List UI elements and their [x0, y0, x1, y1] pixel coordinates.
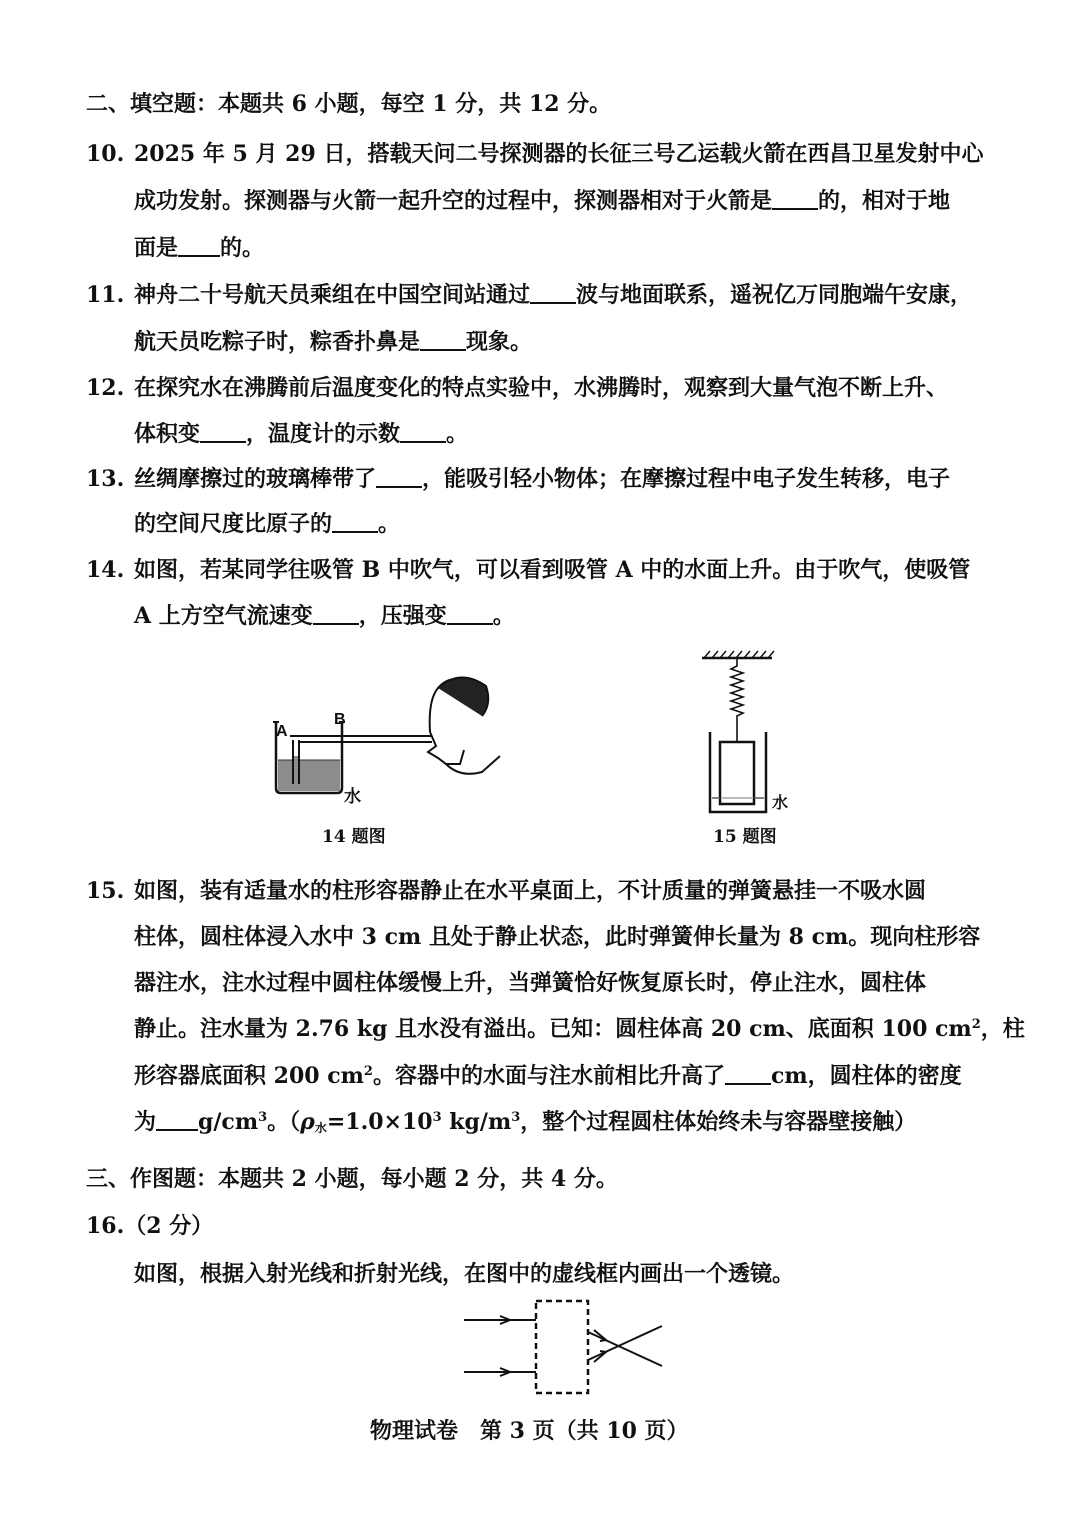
section-2-title: 二、填空题：本题共 6 小题，每空 1 分，共 12 分。: [86, 91, 612, 117]
superscript: 3: [432, 1110, 442, 1125]
refracted-ray: [588, 1332, 662, 1366]
answer-blank[interactable]: [178, 233, 220, 257]
question-15-line-4: [134, 1014, 1025, 1044]
question-16-number: 16.: [86, 1213, 125, 1239]
question-15-text: ，柱: [980, 1016, 1025, 1042]
question-16-score: （2 分）: [124, 1213, 214, 1239]
question-14-text: 。: [492, 603, 515, 629]
question-15-line-3: 器注水，注水过程中圆柱体缓慢上升，当弹簧恰好恢复原长时，停止注水，圆柱体: [134, 970, 927, 996]
question-11-text: 神舟二十号航天员乘组在中国空间站通过: [134, 282, 531, 308]
question-12-line-2: [134, 419, 468, 449]
superscript: 2: [363, 1064, 373, 1079]
question-12-text: ，温度计的示数: [246, 421, 401, 447]
spring: [731, 658, 743, 742]
page-footer: 物理试卷 第 3 页（共 10 页）: [370, 1418, 689, 1444]
answer-blank[interactable]: [725, 1061, 771, 1085]
question-15-text: 静止。注水量为 2.76 kg 且水没有溢出。已知：圆柱体高 20 cm、底面积 100 cm: [134, 1016, 972, 1042]
figure-15-caption: 15 题图: [713, 827, 777, 847]
question-15-text: 为: [134, 1109, 157, 1135]
figure-14-straw-blowing: [260, 660, 460, 820]
question-15-line-6: [134, 1107, 916, 1137]
question-15-line-5: [134, 1061, 962, 1091]
question-15-text: 形容器底面积 200 cm: [134, 1063, 364, 1089]
question-14-text: A 上方空气流速变: [134, 603, 313, 629]
figure-14-caption: 14 题图: [322, 827, 386, 847]
question-11-text: 航天员吃粽子时，粽香扑鼻是: [134, 329, 421, 355]
answer-blank[interactable]: [313, 601, 359, 625]
question-16-text: 如图，根据入射光线和折射光线，在图中的虚线框内画出一个透镜。: [134, 1261, 795, 1287]
superscript: 3: [511, 1110, 521, 1125]
question-14-number: 14.: [86, 557, 125, 583]
subscript: 水: [314, 1121, 327, 1135]
question-11-line-2: [134, 327, 532, 357]
label-tube-a: A: [276, 723, 288, 740]
question-15-line-2: 柱体，圆柱体浸入水中 3 cm 且处于静止状态，此时弹簧伸长量为 8 cm。现向柱形容: [134, 924, 981, 950]
cylinder: [720, 742, 754, 804]
answer-blank[interactable]: [420, 327, 466, 351]
question-10-line-1: 2025 年 5 月 29 日，搭载天问二号探测器的长征三号乙运载火箭在西昌卫星发射中心: [134, 141, 984, 167]
answer-blank[interactable]: [156, 1107, 198, 1131]
answer-blank[interactable]: [447, 601, 493, 625]
question-10-number: 10.: [86, 141, 125, 167]
question-15-number: 15.: [86, 878, 125, 904]
question-13-text: 丝绸摩擦过的玻璃棒带了: [134, 466, 377, 492]
question-11-number: 11.: [86, 282, 125, 308]
figure-15-spring-cylinder: [700, 648, 800, 823]
figure-16-lens-box: [460, 1296, 670, 1400]
question-15-text: g/cm: [198, 1109, 259, 1135]
question-12-number: 12.: [86, 375, 125, 401]
question-15-line-1: 如图，装有适量水的柱形容器静止在水平桌面上，不计质量的弹簧悬挂一不吸水圆: [134, 878, 927, 904]
question-15-text: kg/m: [441, 1109, 512, 1135]
question-15-text: 。容器中的水面与注水前相比升高了: [372, 1063, 725, 1089]
question-15-text: ，整个过程圆柱体始终未与容器壁接触）: [520, 1109, 917, 1135]
label-water: 水: [772, 793, 789, 812]
question-13-text: 的空间尺度比原子的: [134, 511, 333, 537]
dashed-lens-box: [536, 1301, 588, 1393]
superscript: 3: [258, 1110, 268, 1125]
answer-blank[interactable]: [772, 186, 818, 210]
section-3-title: 三、作图题：本题共 2 小题，每小题 2 分，共 4 分。: [86, 1166, 618, 1192]
answer-blank[interactable]: [200, 419, 246, 443]
question-13-text: 。: [378, 511, 401, 537]
question-11-line-1: [134, 280, 972, 310]
question-15-text: =1.0×10: [326, 1109, 433, 1135]
question-12-line-1: 在探究水在沸腾前后温度变化的特点实验中，水沸腾时，观察到大量气泡不断上升、: [134, 375, 949, 401]
question-14-line-1: 如图，若某同学往吸管 B 中吹气，可以看到吸管 A 中的水面上升。由于吹气，使吸管: [134, 557, 971, 583]
question-13-number: 13.: [86, 466, 125, 492]
answer-blank[interactable]: [400, 419, 446, 443]
rho-symbol: ρ: [300, 1109, 315, 1135]
question-11-text: 波与地面联系，遥祝亿万同胞端午安康，: [576, 282, 973, 308]
answer-blank[interactable]: [332, 509, 378, 533]
label-tube-b: B: [334, 711, 346, 728]
question-10-line-3: [134, 233, 264, 263]
question-10-text: 面是: [134, 235, 179, 261]
question-14-text: ，压强变: [358, 603, 447, 629]
question-15-text: cm，圆柱体的密度: [770, 1063, 962, 1089]
answer-blank[interactable]: [530, 280, 576, 304]
question-10-text: 的。: [220, 235, 265, 261]
question-12-text: 体积变: [134, 421, 201, 447]
refracted-ray: [588, 1326, 662, 1360]
question-10-text: 成功发射。探测器与火箭一起升空的过程中，探测器相对于火箭是: [134, 188, 773, 214]
question-10-text: 的，相对于地: [818, 188, 951, 214]
superscript: 2: [971, 1017, 981, 1032]
question-13-line-2: [134, 509, 400, 539]
question-10-line-2: [134, 186, 950, 216]
question-15-text: 。（: [267, 1109, 301, 1135]
question-11-text: 现象。: [466, 329, 533, 355]
label-water: 水: [344, 787, 361, 807]
question-13-line-1: [134, 464, 950, 494]
question-14-line-2: [134, 601, 515, 631]
beaker-water: [278, 760, 340, 791]
answer-blank[interactable]: [376, 464, 422, 488]
question-16-header: [86, 1211, 213, 1241]
question-12-text: 。: [446, 421, 469, 447]
question-13-text: ，能吸引轻小物体；在摩擦过程中电子发生转移，电子: [422, 466, 951, 492]
